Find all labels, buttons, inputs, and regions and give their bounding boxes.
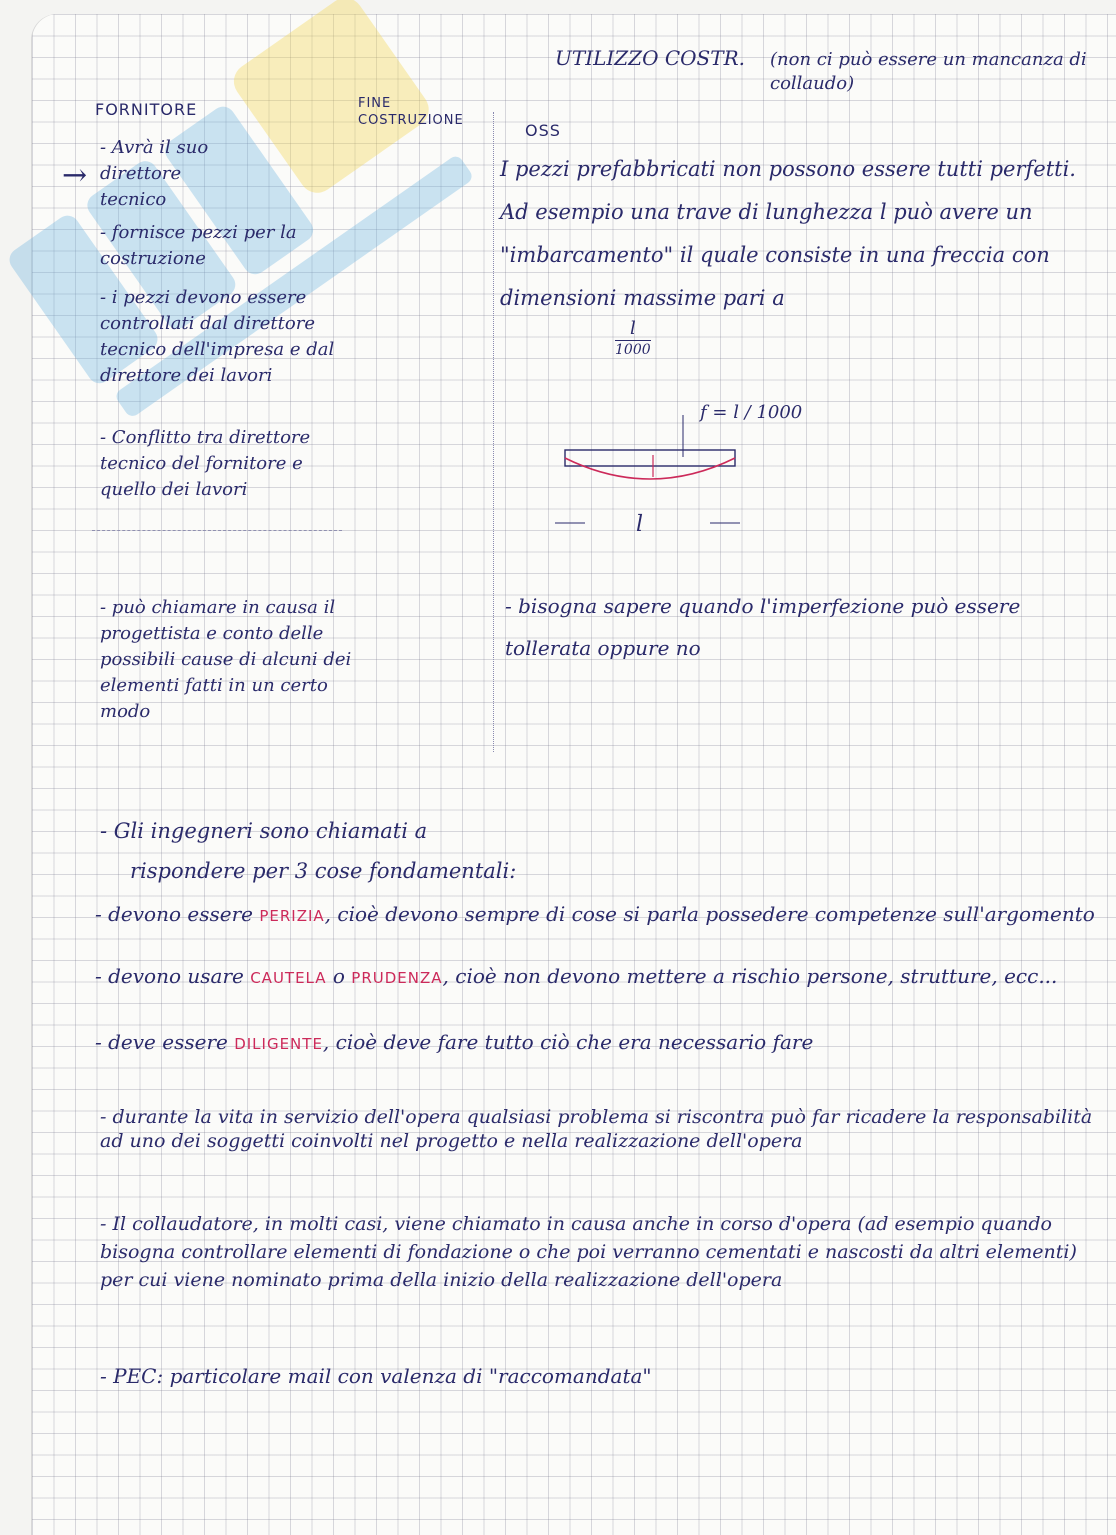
oss-label: OSS: [525, 121, 561, 140]
fraction-denominator: 1000: [615, 342, 651, 358]
responsibility-cautela: [95, 962, 1095, 992]
prudenza-keyword: PRUDENZA: [351, 969, 443, 987]
oss-paragraph: I pezzi prefabbricati non possono essere tutti perfetti. Ad esempio una trave di lunghezza l può avere un "imbarcamento" il quale consiste in una freccia con dimensioni massime pari a: [500, 157, 1076, 310]
diligente-keyword: DILIGENTE: [234, 1035, 323, 1053]
fraction: [615, 318, 651, 359]
pec-paragraph: - PEC: particolare mail con valenza di "raccomandata": [100, 1364, 652, 1388]
perizia-text: , cioè devono sempre di cose si parla possedere competenze sull'argomento: [324, 902, 1095, 926]
left-item-3: - i pezzi devono essere controllati dal direttore tecnico dell'impresa e dal direttore dei lavori: [100, 287, 335, 386]
intro-line-2: rispondere per 3 cose fondamentali:: [130, 859, 517, 883]
cautela-prefix: - devono usare: [95, 964, 244, 988]
cautela-text: , cioè non devono mettere a rischio persone, strutture, ecc...: [442, 964, 1058, 988]
left-separator: [92, 530, 342, 531]
length-label: l: [636, 512, 644, 537]
intro-line-1: - Gli ingegneri sono chiamati a: [100, 819, 428, 843]
cautela-or: o: [332, 964, 345, 988]
diligente-prefix: - deve essere: [95, 1030, 228, 1054]
column-divider: [493, 112, 494, 752]
left-item-1: - Avrà il suo direttore tecnico: [100, 137, 209, 210]
fraction-numerator: l: [615, 318, 651, 341]
heading-fine-costruzione: FINE COSTRUZIONE: [358, 96, 464, 128]
arrow-icon: →: [62, 158, 88, 193]
left-item-4: - Conflitto tra direttore tecnico del fornitore e quello dei lavori: [100, 427, 311, 500]
perizia-prefix: - devono essere: [95, 902, 253, 926]
responsibility-perizia: [95, 900, 1095, 930]
left-item-5: - può chiamare in causa il progettista e conto delle possibili cause di alcuni dei elementi fatti in un certo modo: [100, 597, 352, 722]
page-title: UTILIZZO COSTR.: [555, 46, 745, 70]
title-note: (non ci può essere un mancanza di collaudo): [770, 49, 1087, 94]
cautela-keyword: CAUTELA: [250, 969, 327, 987]
collaudatore-paragraph: - Il collaudatore, in molti casi, viene chiamato in causa anche in corso d'opera (ad esempio quando bisogna controllare elementi di fondazione o che poi verranno cementati e nascosti da altri elementi) per cui viene nominato prima della inizio della realizzazione dell'opera: [100, 1213, 1077, 1291]
perizia-keyword: PERIZIA: [259, 907, 325, 925]
heading-fornitore: FORNITORE: [95, 100, 198, 119]
responsibility-diligente: [95, 1028, 1095, 1058]
tolerance-note: - bisogna sapere quando l'imperfezione può essere tollerata oppure no: [505, 594, 1021, 660]
service-life-paragraph: - durante la vita in servizio dell'opera qualsiasi problema si riscontra può far ricadere la responsabilità ad uno dei soggetti coinvolti nel progetto e nella realizzazione dell'opera: [100, 1106, 1093, 1152]
left-item-2: - fornisce pezzi per la costruzione: [100, 222, 297, 269]
diligente-text: , cioè deve fare tutto ciò che era necessario fare: [322, 1030, 814, 1054]
diagram-label: f = l / 1000: [700, 402, 803, 423]
